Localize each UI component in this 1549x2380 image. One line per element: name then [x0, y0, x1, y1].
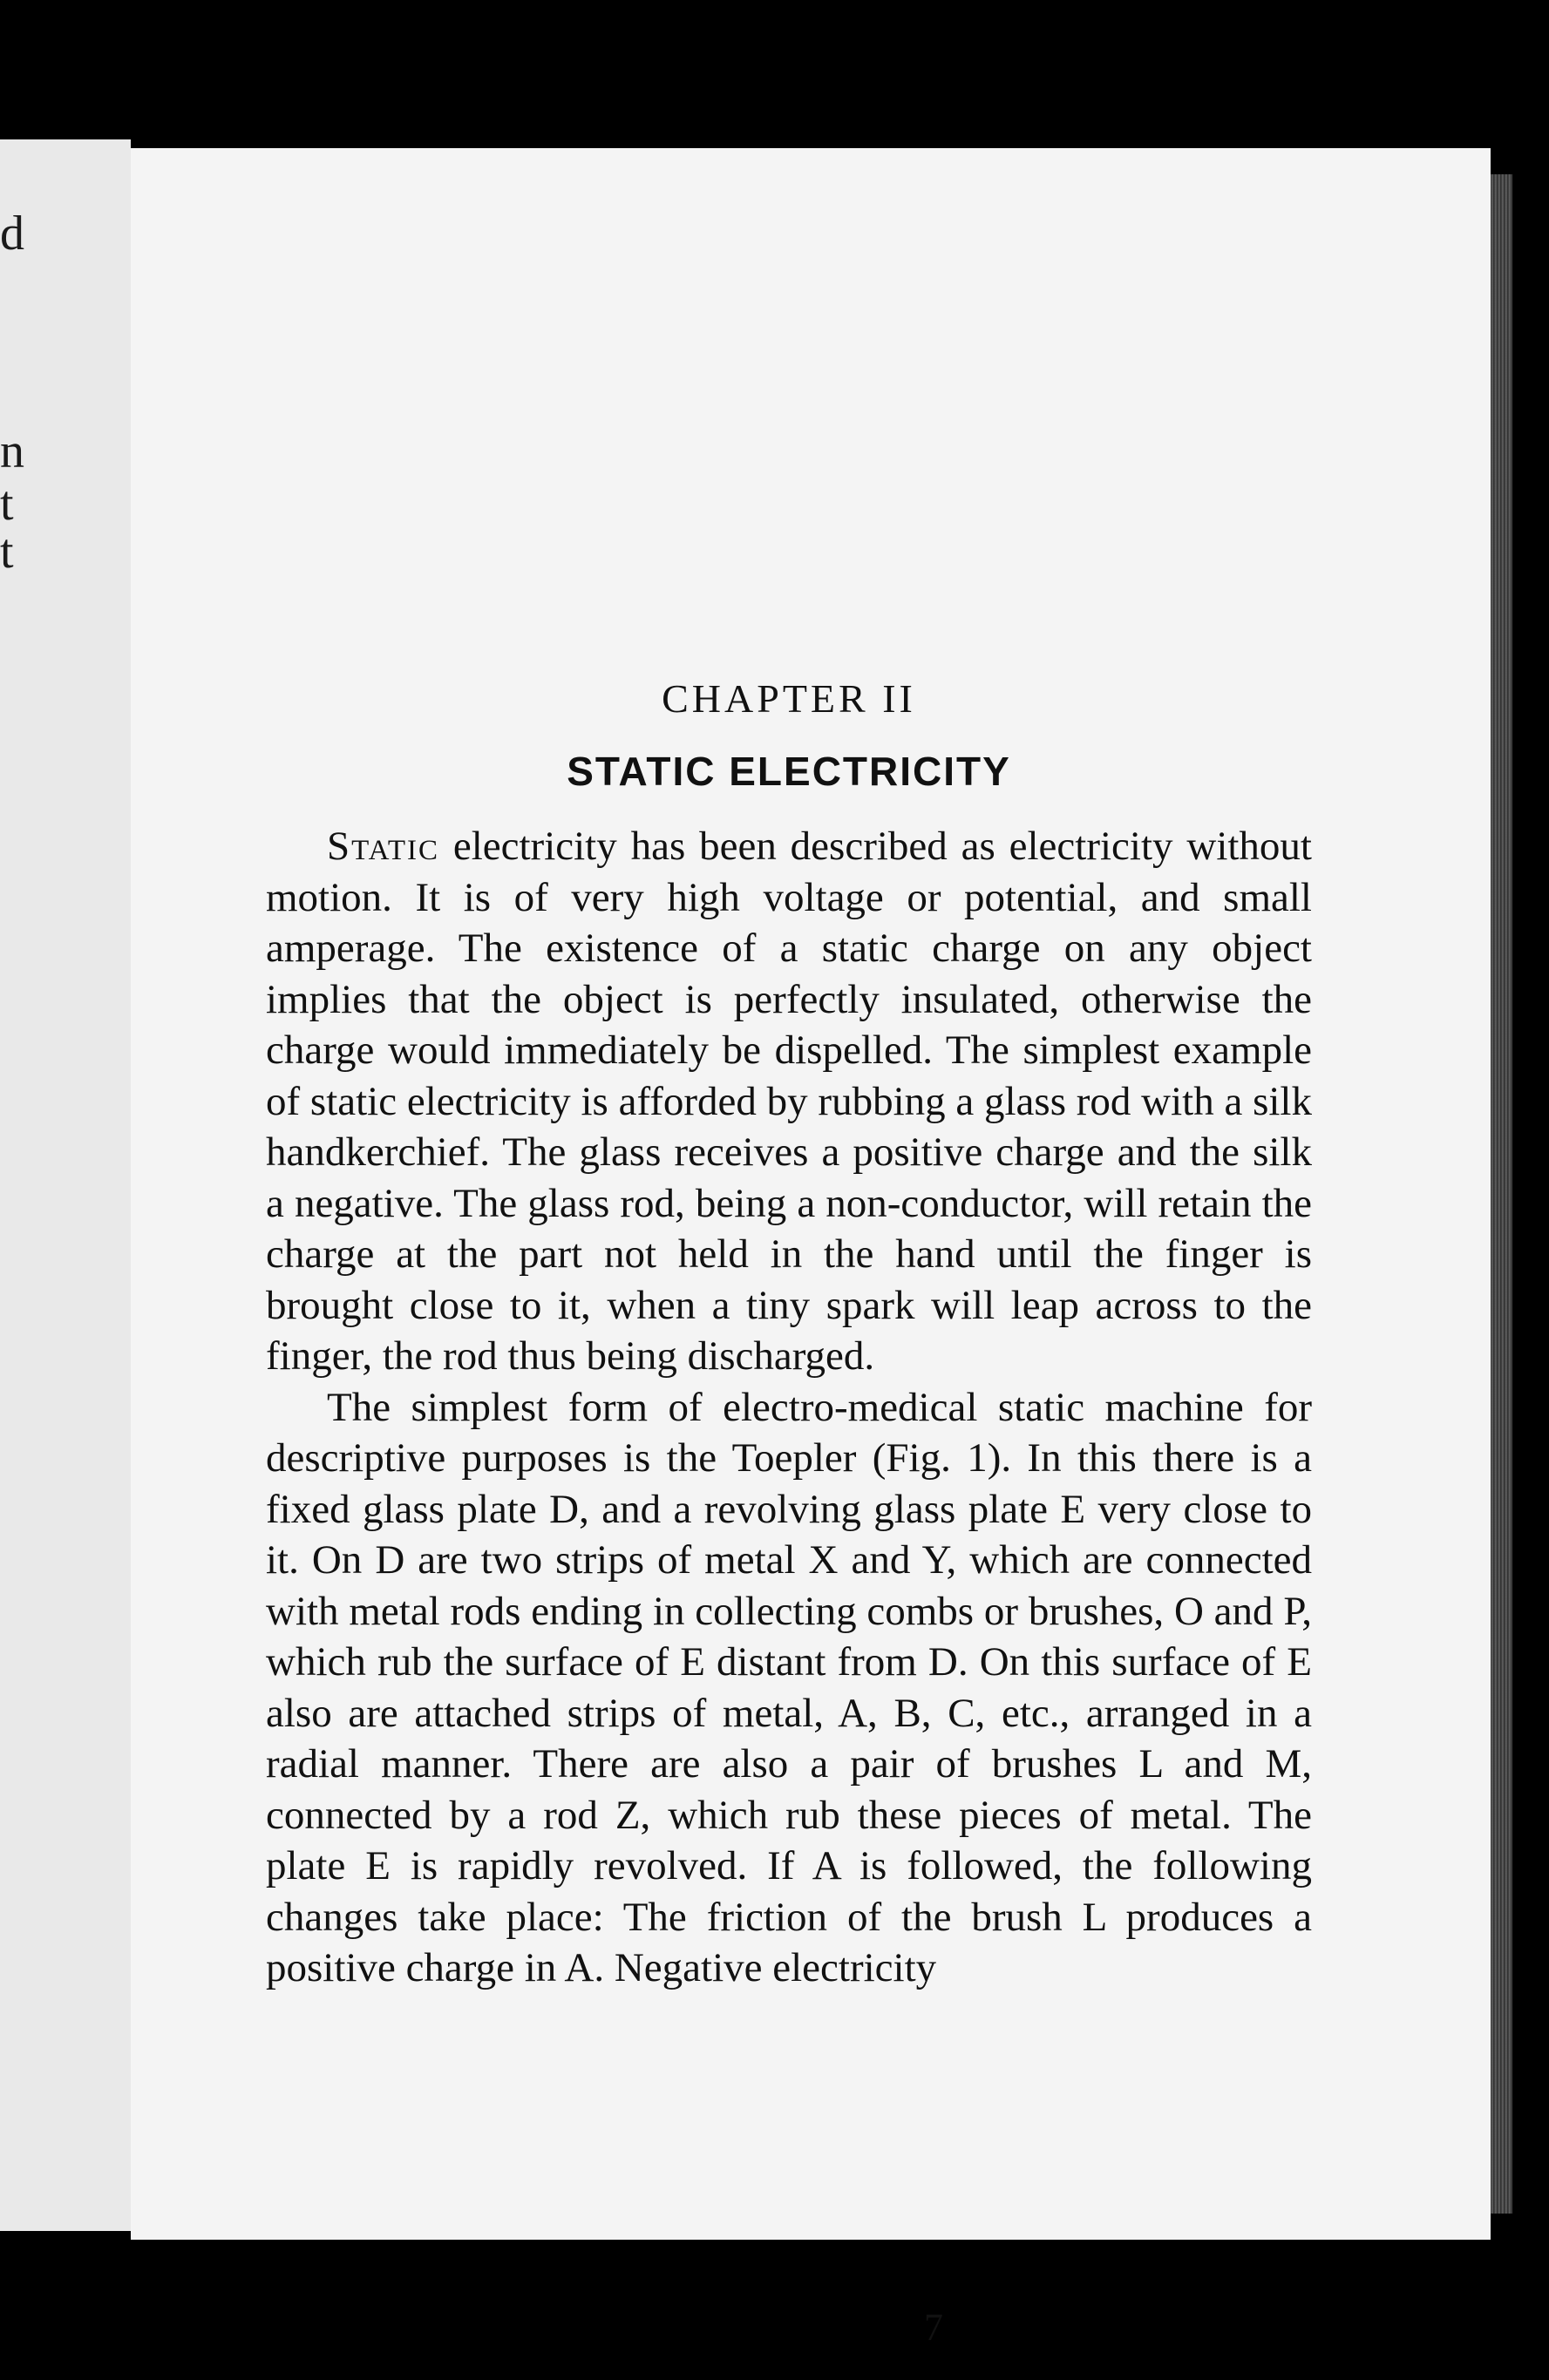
chapter-label: CHAPTER II [662, 676, 916, 721]
paragraph-1 [266, 821, 1312, 1382]
paragraph-text: The simplest form of electro-medical static machine for descriptive purposes is the Toepler (Fig. 1). In this there is a fixed glass plate D, and a revolving glass plate E very close to it. On D are two strips of metal X and Y, which are connected with metal rods ending in collecting combs or brushes, O and P, which rub the surface of E distant from D. On this surface of E also are attached strips of metal, A, B, C, etc., arranged in a radial manner. There are also a pair of brushes L and M, connected by a rod Z, which rub these pieces of metal. The plate E is rapidly revolved. If A is followed, the following changes take place: The friction of the brush L produces a positive charge in A. Negative electricity [266, 1384, 1312, 1990]
page-stack-edge [1491, 174, 1512, 2214]
paragraph-lead: Static [327, 824, 439, 869]
margin-letter: t [0, 477, 14, 531]
page-number: 7 [924, 2306, 943, 2349]
margin-letter: t [0, 525, 14, 579]
chapter-title: STATIC ELECTRICITY [567, 749, 1011, 794]
facing-page-edge [0, 139, 131, 2231]
page-content [266, 675, 1312, 1994]
margin-letter: d [0, 207, 24, 261]
margin-letter: n [0, 424, 24, 478]
paragraph-2 [266, 1382, 1312, 1994]
paragraph-text: electricity has been described as electricity without motion. It is of very high voltage or potential, and small amperage. The existence of a static charge on any object implies that the object is perfectly insulated, otherwise the charge would immediately be dispelled. The simplest example of static electricity is afforded by rubbing a glass rod with a silk handkerchief. The glass receives a positive charge and the silk a negative. The glass rod, being a non-conductor, will retain the charge at the part not held in the hand until the finger is brought close to it, when a tiny spark will leap across to the finger, the rod thus being discharged. [266, 824, 1312, 1379]
book-page [131, 148, 1491, 2349]
